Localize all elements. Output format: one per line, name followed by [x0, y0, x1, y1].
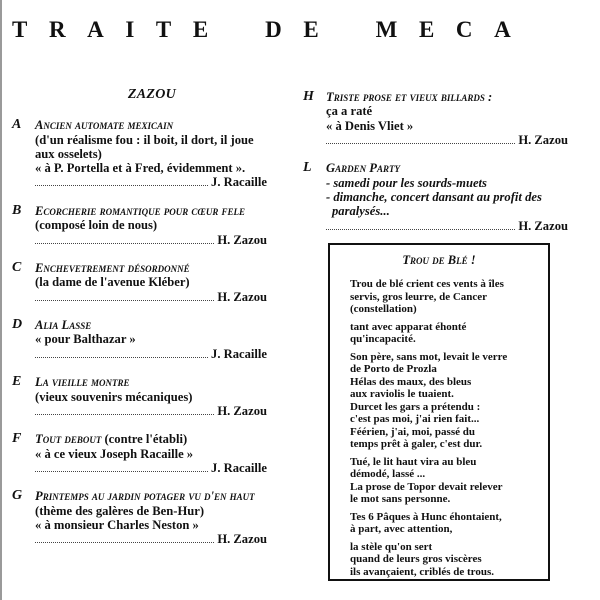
track-body: [35, 204, 267, 247]
track-author: H. Zazou: [217, 403, 267, 418]
author-line: [35, 532, 267, 546]
track-letter: C: [12, 260, 22, 276]
poem-box: [328, 243, 550, 581]
poem-line: Trou de blé crient ces vents à îles: [350, 278, 504, 290]
track-entry: [12, 489, 267, 546]
poem-line: c'est pas moi, j'ai rien fait...: [350, 413, 480, 425]
track-entry: [12, 204, 267, 247]
track-entry: [12, 118, 267, 189]
track-note: (d'un réalisme fou : il boit, il dort, il joue: [35, 132, 254, 147]
track-title: Garden Party: [326, 161, 400, 176]
track-letter: A: [12, 117, 22, 133]
track-entry: [12, 261, 267, 304]
track-note: paralysés...: [332, 204, 390, 219]
author-line: [326, 219, 568, 233]
track-note: - dimanche, concert dansant au profit des: [326, 189, 542, 204]
poem-stanza: [350, 456, 507, 506]
poem-stanza: [350, 351, 507, 451]
track-title-line: [326, 161, 568, 175]
poem-line: de Porto de Prozla: [350, 363, 437, 375]
poem-line: Son père, sans mot, levait le verre: [350, 350, 508, 363]
track-letter: D: [12, 317, 23, 333]
track-body: [35, 432, 267, 475]
track-letter: L: [303, 160, 312, 176]
track-body: [35, 318, 267, 361]
track-entry: [12, 375, 267, 418]
poem-line: temps prêt à galer, c'est dur.: [350, 438, 483, 450]
track-note: aux osselets): [35, 146, 102, 161]
poem-stanza: [350, 541, 507, 579]
track-title: Tout debout: [35, 432, 102, 447]
track-author: H. Zazou: [518, 132, 568, 147]
track-note: « à ce vieux Joseph Racaille »: [35, 446, 194, 461]
track-note: - samedi pour les sourds-muets: [326, 175, 487, 190]
left-column: [12, 88, 267, 561]
track-entry: [303, 90, 568, 147]
dotted-leader: [35, 299, 214, 301]
author-line: [35, 404, 267, 418]
poem: [350, 278, 507, 583]
track-title-line: [35, 432, 267, 446]
track-note: « à Denis Vliet »: [326, 118, 414, 133]
track-note: ça a raté: [326, 104, 373, 119]
track-author: H. Zazou: [518, 218, 568, 233]
right-column: [303, 90, 568, 247]
poem-line: Tué, le lit haut vira au bleu: [350, 455, 477, 468]
track-author: H. Zazou: [217, 289, 267, 304]
track-note: (composé loin de nous): [35, 218, 158, 233]
dotted-leader: [35, 413, 214, 415]
poem-stanza: [350, 321, 507, 346]
poem-line: (constellation): [350, 303, 417, 315]
track-note: (thème des galères de Ben-Hur): [35, 503, 205, 518]
track-title: Printemps au jardin potager vu d'en haut: [35, 489, 255, 504]
poem-line: ils avançaient, criblés de trous.: [350, 565, 495, 578]
dotted-leader: [35, 541, 214, 543]
track-title: La vieille montre: [35, 375, 130, 390]
author-line: [35, 290, 267, 304]
author-line: [326, 133, 568, 147]
track-author: H. Zazou: [217, 232, 267, 247]
poem-line: qu'incapacité.: [350, 333, 416, 345]
track-letter: B: [12, 202, 22, 218]
poem-line: Féérien, j'ai, moi, passé du: [350, 425, 475, 438]
track-title-line: [35, 118, 267, 132]
track-author: H. Zazou: [217, 532, 267, 547]
track-note: (vieux souvenirs mécaniques): [35, 389, 193, 404]
dotted-leader: [35, 356, 208, 358]
track-body: [35, 118, 267, 189]
poem-line: le mot sans personne.: [350, 493, 451, 505]
track-letter: E: [12, 374, 22, 390]
track-title-suffix: (contre l'établi): [101, 432, 188, 447]
poem-line: tant avec apparat éhonté: [350, 320, 467, 333]
track-body: [35, 261, 267, 304]
poem-line: servis, gros leurre, de Cancer: [350, 290, 488, 303]
track-entry: [12, 318, 267, 361]
poem-title: Trou de Blé !: [402, 253, 476, 267]
track-note: (la dame de l'avenue Kléber): [35, 275, 190, 290]
track-body: [326, 90, 568, 147]
dotted-leader: [35, 242, 214, 244]
poem-stanza: [350, 511, 507, 536]
track-letter: G: [12, 488, 23, 504]
track-letter: F: [12, 431, 22, 447]
poem-line: quand de leurs gros viscères: [350, 553, 482, 565]
dotted-leader: [35, 184, 208, 186]
track-title-line: [35, 261, 267, 275]
track-title-line: [35, 375, 267, 389]
track-title-line: [326, 90, 568, 104]
track-title: Triste prose et vieux billards :: [326, 90, 493, 104]
poem-stanza: [350, 278, 507, 316]
track-note: « à P. Portella et à Fred, évidemment ».: [35, 161, 246, 176]
track-author: J. Racaille: [211, 346, 267, 361]
track-title-line: [35, 489, 267, 503]
track-author: J. Racaille: [211, 175, 267, 190]
track-note: « à monsieur Charles Neston »: [35, 517, 199, 532]
poem-line: aux raviolis le tuaient.: [350, 388, 454, 400]
track-entry: [303, 161, 568, 232]
track-letter: H: [303, 89, 314, 104]
poem-line: démodé, lassé ...: [350, 468, 426, 480]
track-note: « pour Balthazar »: [35, 332, 136, 347]
page-edge: [0, 0, 2, 600]
poem-line: Hélas des maux, des bleus: [350, 375, 472, 388]
dotted-leader: [326, 142, 515, 144]
author-line: [35, 233, 267, 247]
author-line: [35, 175, 267, 189]
track-body: [35, 489, 267, 546]
author-line: [35, 347, 267, 361]
page-title: TRAITE DE MECA: [12, 17, 533, 42]
dotted-leader: [326, 228, 515, 230]
track-body: [326, 161, 568, 232]
track-author: J. Racaille: [211, 460, 267, 475]
section-heading: ZAZOU: [127, 87, 177, 102]
track-body: [35, 375, 267, 418]
dotted-leader: [35, 470, 208, 472]
poem-line: la stèle qu'on sert: [350, 540, 433, 553]
author-line: [35, 461, 267, 475]
track-title: Enchevetrement désordonné: [35, 261, 190, 276]
poem-line: à part, avec attention,: [350, 523, 453, 535]
poem-line: Tes 6 Pâques à Hunc éhontaient,: [350, 510, 502, 523]
poem-line: Durcet les gars a prétendu :: [350, 400, 481, 413]
track-title: Ancien automate mexicain: [35, 118, 174, 133]
track-title-line: [35, 204, 267, 218]
track-entry: [12, 432, 267, 475]
track-title: Alia Lasse: [35, 318, 92, 333]
track-title-line: [35, 318, 267, 332]
track-title: Ecorcherie romantique pour cœur fele: [35, 203, 246, 218]
poem-line: La prose de Topor devait relever: [350, 480, 503, 493]
